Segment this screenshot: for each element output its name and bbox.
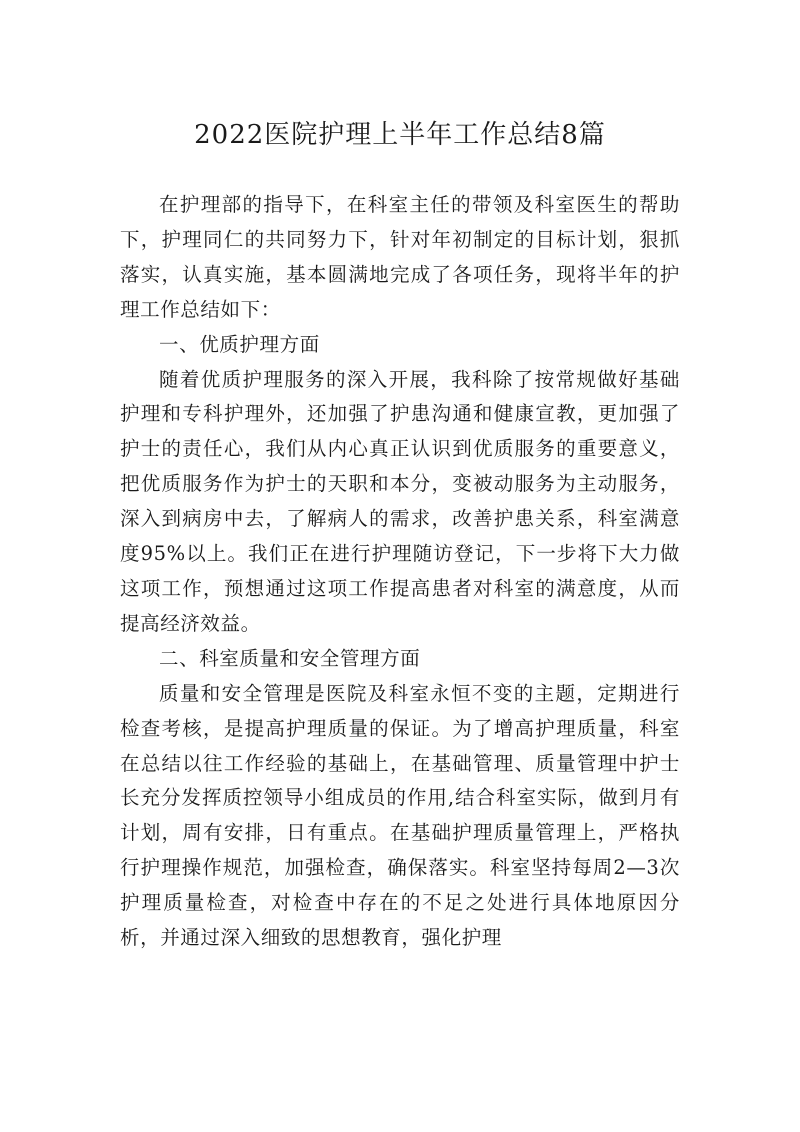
quality-care-paragraph: 随着优质护理服务的深入开展，我科除了按常规做好基础护理和专科护理外，还加强了护患沟通和健康宣教，更加强了护士的责任心，我们从内心真正认识到优质服务的重要意义，把优质服务作为护士的天职和本分，变被动服务为主动服务，深入到病房中去，了解病人的需求，改善护患关系，科室满意度95%以上。我们正在进行护理随访登记，下一步将下大力做这项工作，预想通过这项工作提高患者对科室的满意度，从而提高经济效益。 [120, 367, 680, 635]
quality-safety-paragraph: 质量和安全管理是医院及科室永恒不变的主题，定期进行检查考核，是提高护理质量的保证。为了增高护理质量，科室在总结以往工作经验的基础上，在基础管理、质量管理中护士长充分发挥质控领导小组成员的作用,结合科室实际，做到月有计划，周有安排，日有重点。在基础护理质量管理上，严格执行护理操作规范，加强检查，确保落实。科室坚持每周2—3次护理质量检查，对检查中存在的不足之处进行具体地原因分析，并通过深入细致的思想教育，强化护理 [120, 681, 680, 950]
section-heading-quality-care: 一、优质护理方面 [159, 332, 320, 356]
intro-paragraph: 在护理部的指导下，在科室主任的带领及科室医生的帮助下，护理同仁的共同努力下，针对年初制定的目标计划，狠抓落实，认真实施，基本圆满地完成了各项任务，现将半年的护理工作总结如下： [120, 193, 680, 321]
document-title: 2022医院护理上半年工作总结8篇 [194, 120, 606, 151]
document-body [120, 188, 680, 956]
section-heading-quality-safety: 二、科室质量和安全管理方面 [159, 646, 421, 670]
